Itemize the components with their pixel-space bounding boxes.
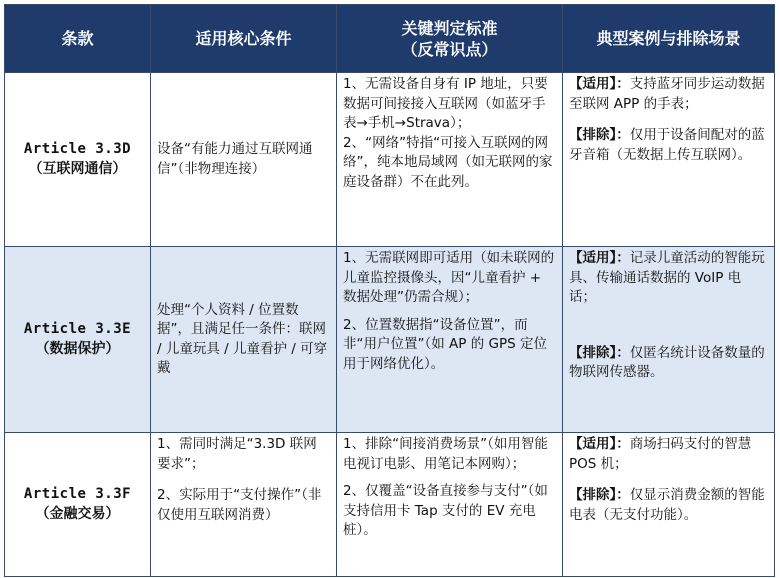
exclude-case <box>569 344 768 383</box>
table-row <box>5 433 775 577</box>
exclude-tag: 【排除】： <box>569 127 630 143</box>
apply-case <box>569 75 768 114</box>
criteria-item: 2、“网络”特指“可接入互联网的网络”，纯本地局域网（如无联网的家庭设备群）不在此列。 <box>343 134 553 190</box>
header-clause: 条款 <box>5 5 151 73</box>
header-cases: 典型案例与排除场景 <box>563 5 775 73</box>
cases-cell <box>563 73 775 247</box>
apply-tag: 【适用】： <box>569 250 630 266</box>
exclude-tag: 【排除】： <box>569 344 630 361</box>
apply-tag: 【适用】： <box>569 76 630 92</box>
apply-case <box>569 435 768 474</box>
exclude-tag: 【排除】： <box>569 487 630 503</box>
criteria-item: 1、排除“间接消费场景”（如用智能电视订电影、用笔记本网购）； <box>343 436 548 472</box>
exclude-text: 仅用于设备间配对的蓝牙音箱（无数据上传互联网）。 <box>569 127 765 163</box>
clause-name: （金融交易） <box>35 505 120 522</box>
clause-code: Article 3.3E <box>23 321 132 337</box>
criteria-item: 2、仅覆盖“设备直接参与支付”（如支持信用卡 Tap 支付的 EV 充电桩）。 <box>343 483 548 538</box>
clause-cell <box>5 73 151 247</box>
clause-cell <box>5 247 151 433</box>
exclude-text: 仅匿名统计设备数量的物联网传感器。 <box>569 344 765 380</box>
criteria-item: 1、无需设备自身有 IP 地址，只要数据可间接接入互联网（如蓝牙手表→手机→Strava）； <box>343 76 548 131</box>
apply-text: 支持蓝牙同步运动数据至联网 APP 的手表； <box>569 76 765 112</box>
condition-text: 2、实际用于“支付操作”（非仅使用互联网消费） <box>157 487 322 523</box>
cases-cell <box>563 247 775 433</box>
condition-cell <box>151 433 337 577</box>
condition-text: 设备“有能力通过互联网通信”（非物理连接） <box>157 141 313 177</box>
exclude-text: 仅显示消费金额的智能电表（无支付功能）。 <box>569 487 765 523</box>
apply-text: 商场扫码支付的智慧 POS 机； <box>569 436 752 472</box>
table-row <box>5 247 775 433</box>
header-criteria-text: 关键判定标准 （反常识点） <box>401 18 498 59</box>
header-condition: 适用核心条件 <box>151 5 337 73</box>
table-row <box>5 73 775 247</box>
condition-cell <box>151 73 337 247</box>
clause-code: Article 3.3D <box>23 141 132 157</box>
exclude-case <box>569 486 768 525</box>
exclude-case <box>569 126 768 165</box>
clause-cell <box>5 433 151 577</box>
apply-case <box>569 249 768 308</box>
criteria-item: 1、无需联网即可适用（如未联网的儿童监控摄像头，因“儿童看护 + 数据处理”仍需合规）； <box>343 250 555 305</box>
header-criteria <box>337 5 563 73</box>
criteria-cell <box>337 73 563 247</box>
criteria-cell <box>337 433 563 577</box>
clause-name: （数据保护） <box>35 340 120 357</box>
clause-name: （互联网通信） <box>28 160 127 177</box>
regulation-table <box>4 4 775 577</box>
condition-text: 处理“个人资料 / 位置数据”，且满足任一条件：联网 / 儿童玩具 / 儿童看护 / 可穿戴 <box>157 301 328 376</box>
header-row <box>5 5 775 73</box>
cases-cell <box>563 433 775 577</box>
apply-text: 记录儿童活动的智能玩具、传输通话数据的 VoIP 电话； <box>569 250 765 305</box>
condition-cell <box>151 247 337 433</box>
criteria-cell <box>337 247 563 433</box>
condition-text: 1、需同时满足“3.3D 联网要求”； <box>157 436 317 472</box>
apply-tag: 【适用】： <box>569 436 630 452</box>
clause-code: Article 3.3F <box>23 486 132 502</box>
criteria-item: 2、位置数据指“设备位置”，而非“用户位置”（如 AP 的 GPS 定位用于网络优化）。 <box>343 316 547 372</box>
